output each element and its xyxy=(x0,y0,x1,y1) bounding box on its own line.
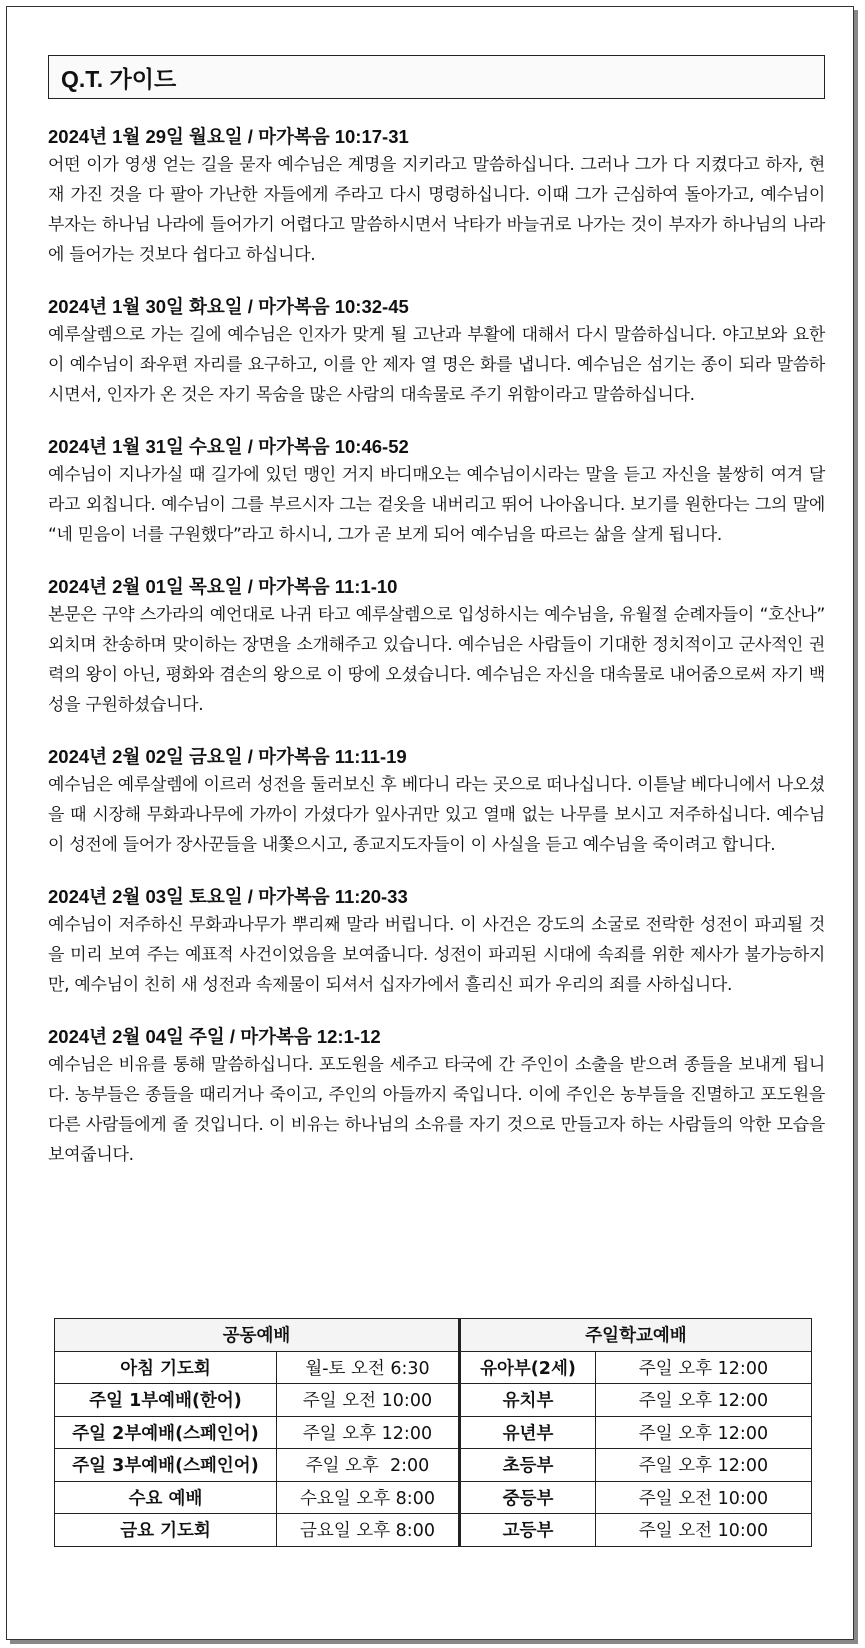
school-name: 유아부(2세) xyxy=(460,1351,596,1384)
qt-entry xyxy=(48,294,825,410)
service-name: 수요 예배 xyxy=(55,1481,277,1514)
qt-entries xyxy=(48,124,825,1194)
qt-entry xyxy=(48,884,825,1000)
entry-heading: 2024년 1월 31일 수요일 / 마가복음 10:46-52 xyxy=(48,436,409,457)
service-time: 수요일 오후 8:00 xyxy=(277,1481,460,1514)
entry-body: 본문은 구약 스가라의 예언대로 나귀 타고 예루살렘으로 입성하시는 예수님을, 유월절 순례자들이 “호산나” 외치며 찬송하며 맞이하는 장면을 소개해주고 있습니다. 예수님은 사람들이 기대한 정치적이고 군사적인 권력의 왕이 아닌, 평화와 겸손의 왕으로 이 땅에 오셨습니다. 예수님은 자신을 대속물로 내어줌으로써 자기 백성을 구원하셨습니다. xyxy=(48,605,825,715)
section-header xyxy=(48,55,825,99)
qt-entry xyxy=(48,434,825,550)
service-name: 주일 2부예배(스페인어) xyxy=(55,1416,277,1449)
school-time: 주일 오전 10:00 xyxy=(596,1481,812,1514)
section-title: Q.T. 가이드 xyxy=(61,65,177,92)
school-name: 고등부 xyxy=(460,1514,596,1547)
service-time: 월-토 오전 6:30 xyxy=(277,1351,460,1384)
table-row xyxy=(55,1481,812,1514)
school-name: 초등부 xyxy=(460,1449,596,1482)
qt-entry xyxy=(48,124,825,270)
school-name: 유치부 xyxy=(460,1384,596,1417)
table-row xyxy=(55,1514,812,1547)
service-time: 주일 오후 2:00 xyxy=(277,1449,460,1482)
qt-entry xyxy=(48,1024,825,1170)
table-row xyxy=(55,1351,812,1384)
entry-heading: 2024년 2월 02일 금요일 / 마가복음 11:11-19 xyxy=(48,746,407,767)
service-time: 주일 오후 12:00 xyxy=(277,1416,460,1449)
school-name: 유년부 xyxy=(460,1416,596,1449)
entry-heading: 2024년 2월 04일 주일 / 마가복음 12:1-12 xyxy=(48,1026,381,1047)
service-time: 주일 오전 10:00 xyxy=(277,1384,460,1417)
entry-body: 예수님은 예루살렘에 이르러 성전을 둘러보신 후 베다니 라는 곳으로 떠나십니다. 이튿날 베다니에서 나오셨을 때 시장해 무화과나무에 가까이 가셨다가 잎사귀만 있고 열매 없는 나무를 보시고 저주하십니다. 예수님이 성전에 들어가 장사꾼들을 내쫓으시고, 종교지도자들이 이 사실을 듣고 예수님을 죽이려고 합니다. xyxy=(48,775,825,855)
service-name: 주일 1부예배(한어) xyxy=(55,1384,277,1417)
entry-heading: 2024년 1월 30일 화요일 / 마가복음 10:32-45 xyxy=(48,296,409,317)
service-name: 아침 기도회 xyxy=(55,1351,277,1384)
service-name: 금요 기도회 xyxy=(55,1514,277,1547)
entry-heading: 2024년 2월 03일 토요일 / 마가복음 11:20-33 xyxy=(48,886,408,907)
entry-heading: 2024년 1월 29일 월요일 / 마가복음 10:17-31 xyxy=(48,126,409,147)
worship-schedule-table xyxy=(54,1318,812,1547)
table-row xyxy=(55,1416,812,1449)
school-time: 주일 오전 10:00 xyxy=(596,1514,812,1547)
table-row xyxy=(55,1449,812,1482)
service-name: 주일 3부예배(스페인어) xyxy=(55,1449,277,1482)
school-name: 중등부 xyxy=(460,1481,596,1514)
qt-entry xyxy=(48,574,825,720)
school-time: 주일 오후 12:00 xyxy=(596,1416,812,1449)
entry-body: 예루살렘으로 가는 길에 예수님은 인자가 맞게 될 고난과 부활에 대해서 다시 말씀하십니다. 야고보와 요한이 예수님이 좌우편 자리를 요구하고, 이를 안 제자 열 명은 화를 냅니다. 예수님은 섬기는 종이 되라 말씀하시면서, 인자가 온 것은 자기 목숨을 많은 사람의 대속물로 주기 위함이라고 말씀하십니다. xyxy=(48,325,825,405)
entry-body: 예수님이 저주하신 무화과나무가 뿌리째 말라 버립니다. 이 사건은 강도의 소굴로 전락한 성전이 파괴될 것을 미리 보여 주는 예표적 사건이었음을 보여줍니다. 성전이 파괴된 시대에 속죄를 위한 제사가 불가능하지만, 예수님이 친히 새 성전과 속제물이 되셔서 십자가에서 흘리신 피가 우리의 죄를 사하십니다. xyxy=(48,915,825,995)
school-time: 주일 오후 12:00 xyxy=(596,1351,812,1384)
table-header-row xyxy=(55,1319,812,1352)
entry-body: 예수님이 지나가실 때 길가에 있던 맹인 거지 바디매오는 예수님이시라는 말을 듣고 자신을 불쌍히 여겨 달라고 외칩니다. 예수님이 그를 부르시자 그는 겉옷을 내버리고 뛰어 나아옵니다. 보기를 원한다는 그의 말에 “네 믿음이 너를 구원했다”라고 하시니, 그가 곧 보게 되어 예수님을 따르는 삶을 살게 됩니다. xyxy=(48,465,825,545)
qt-entry xyxy=(48,744,825,860)
table-header-right: 주일학교예배 xyxy=(460,1319,812,1352)
school-time: 주일 오후 12:00 xyxy=(596,1449,812,1482)
school-time: 주일 오후 12:00 xyxy=(596,1384,812,1417)
table-header-left: 공동예배 xyxy=(55,1319,460,1352)
table-row xyxy=(55,1384,812,1417)
entry-body: 예수님은 비유를 통해 말씀하십니다. 포도원을 세주고 타국에 간 주인이 소출을 받으려 종들을 보내게 됩니다. 농부들은 종들을 때리거나 죽이고, 주인의 아들까지 죽입니다. 이에 주인은 농부들을 진멸하고 포도원을 다른 사람들에게 줄 것입니다. 이 비유는 하나님의 소유를 자기 것으로 만들고자 하는 사람들의 악한 모습을 보여줍니다. xyxy=(48,1055,825,1165)
entry-heading: 2024년 2월 01일 목요일 / 마가복음 11:1-10 xyxy=(48,576,398,597)
entry-body: 어떤 이가 영생 얻는 길을 묻자 예수님은 계명을 지키라고 말씀하십니다. 그러나 그가 다 지켰다고 하자, 현재 가진 것을 다 팔아 가난한 자들에게 주라고 다시 명령하십니다. 이때 그가 근심하여 돌아가고, 예수님이 부자는 하나님 나라에 들어가기 어렵다고 말씀하시면서 낙타가 바늘귀로 나가는 것이 부자가 하나님의 나라에 들어가는 것보다 쉽다고 하십니다. xyxy=(48,155,825,265)
service-time: 금요일 오후 8:00 xyxy=(277,1514,460,1547)
